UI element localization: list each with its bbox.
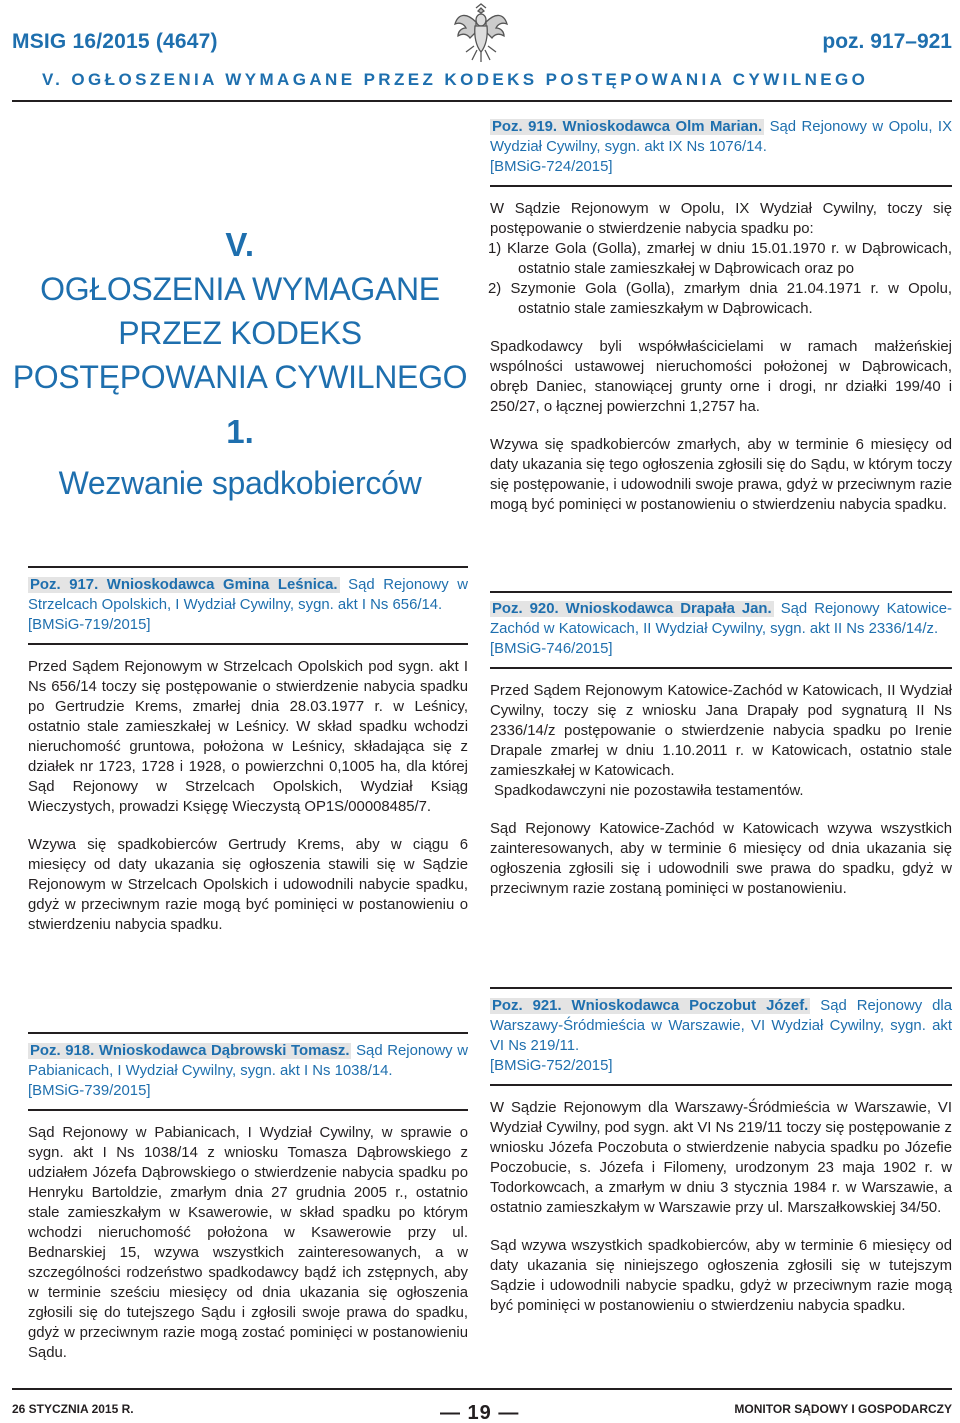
rule-918	[28, 1032, 468, 1034]
notice-919	[490, 117, 952, 515]
notice-919-ref: [BMSiG-724/2015]	[490, 159, 613, 175]
notice-920-head: Poz. 920. Wnioskodawca Drapała Jan.	[492, 601, 772, 617]
notice-921-body1: W Sądzie Rejonowym dla Warszawy-Śródmieścia w Warszawie, VI Wydział Cywilny, pod sygn. akt VI Ns 219/11 toczy się postępowanie z wniosku Józefa Poczobuta o stwierdzenie nabycia spadku po Józefie Poczobucie, s. Józefa i Filomeny, urodzonym 23 maja 1902 r. w Todorkowcach, a zmarłym w dniu 3 stycznia 1984 r. w Warszawie, a ostatnio zamieszkałym w Warszawie przy ul. Marszałkowskiej 34/50.	[490, 1100, 952, 1216]
eagle-emblem-icon	[452, 2, 510, 66]
notice-919-body1: Spadkodawcy byli współwłaścicielami w ramach małżeńskiej wspólności ustawowej nieruchomości położonej w Dąbrowicach, obręb Daniec, stanowiącej grunty orne i drogi, nr działki 199/40 i 250/27, o łącznej powierzchni 1,2757 ha.	[490, 339, 952, 415]
rule-920	[490, 591, 952, 593]
notice-919-item2: 2) Szymonie Gola (Golla), zmarłym dnia 21.04.1971 r. w Opolu, ostatnio stale zamieszkałym w Dąbrowicach.	[488, 281, 952, 317]
notice-917-body2: Wzywa się spadkobierców Gertrudy Krems, aby w ciągu 6 miesięcy od daty ukazania się ogłoszenia stawili się w Sądzie Rejonowym w Strzelcach Opolskich i udowodnili nabycie spadku, gdyż w przeciwnym razie mogą być pominięci w postanowieniu o stwierdzeniu nabycia spadku.	[28, 837, 468, 933]
rule-917	[28, 566, 468, 568]
rule-920-body	[490, 667, 952, 669]
notice-917-court: Sąd Rejonowy w Strzelcach Opolskich, I Wydział Cywilny, sygn. akt I Ns 656/14.	[28, 577, 468, 613]
notice-918-ref: [BMSiG-739/2015]	[28, 1083, 151, 1099]
notice-920-ref: [BMSiG-746/2015]	[490, 641, 613, 657]
section-header: V. OGŁOSZENIA WYMAGANE PRZEZ KODEKS POSTĘPOWANIA CYWILNEGO	[42, 70, 869, 89]
notice-917-ref: [BMSiG-719/2015]	[28, 617, 151, 633]
footer-publication: MONITOR SĄDOWY I GOSPODARCZY	[734, 1402, 952, 1416]
notice-918-court: Sąd Rejonowy w Pabianicach, I Wydział Cywilny, sygn. akt I Ns 1038/14.	[28, 1043, 469, 1079]
notice-920-court: Sąd Rejonowy Katowice-Zachód w Katowicach, II Wydział Cywilny, sygn. akt II Ns 2336/14/z.	[490, 601, 952, 637]
journal-issue: MSIG 16/2015 (4647)	[12, 30, 218, 53]
rule-918-body	[28, 1109, 468, 1111]
notice-919-body2: Wzywa się spadkobierców zmarłych, aby w terminie 6 miesięcy od daty ukazania się tego ogłoszenia zgłosili się do Sądu, w którym toczy się postępowanie, i udowodnili swoje prawa, gdyż w przeciwnym razie mogą być pominięci w postanowieniu o stwierdzeniu nabycia spadku.	[490, 437, 952, 513]
page-number: — 19 —	[440, 1402, 520, 1423]
footer-rule	[12, 1388, 952, 1390]
notice-918-body1: Sąd Rejonowy w Pabianicach, I Wydział Cywilny, w sprawie o sygn. akt I Ns 1038/14 z wniosku Tomasza Dąbrowskiego z udziałem Józefa Dąbrowskiego o stwierdzenie nabycia spadku po Henryku Bartoldzie, zmarłym dnia 27 grudnia 2005 r., ostatnio stale zamieszkałym w Ksawerowie, w skład spadku po którym wchodzi nieruchomość położona w Ksawerowie przy ul. Bednarskiej 15, wzywa wszystkich zainteresowanych, a w szczególności rodzeństwo spadkodawcy bądź ich zstępnych, aby w terminie sześciu miesięcy od dnia ukazania się ogłoszenia zgłosili się do tutejszego Sądu i zgłosili swoje prawa do spadku, gdyż w przeciwnym razie mogą zostać pominięci w postanowieniu Sądu.	[28, 1125, 468, 1361]
position-range: poz. 917–921	[822, 30, 952, 53]
notice-918	[28, 1041, 468, 1363]
notice-920-body2: Sąd Rejonowy Katowice-Zachód w Katowicach wzywa wszystkich zainteresowanych, aby w terminie 6 miesięcy od dnia ukazania się ogłoszenia zgłosili się i udowodnili swe prawa do spadku, gdyż w przeciwnym razie zostaną pominięci w postanowieniu.	[490, 821, 952, 897]
subsection-title: Wezwanie spadkobierców	[58, 465, 422, 501]
notice-919-item1: 1) Klarze Gola (Golla), zmarłej w dniu 15.01.1970 r. w Dąbrowicach, ostatnio stale zamieszkałej w Dąbrowicach oraz po	[488, 241, 952, 277]
notice-917-head: Poz. 917. Wnioskodawca Gmina Leśnica.	[30, 577, 338, 593]
notice-919-court: Sąd Rejonowy w Opolu, IX Wydział Cywilny, sygn. akt IX Ns 1076/14.	[490, 119, 953, 155]
section-roman: V.	[225, 226, 255, 263]
section-title-line3: POSTĘPOWANIA CYWILNEGO	[12, 359, 468, 395]
rule-921-body	[490, 1084, 952, 1086]
subsection-number: 1.	[226, 413, 254, 450]
notice-921-body2: Sąd wzywa wszystkich spadkobierców, aby w terminie 6 miesięcy od daty ukazania się niniejszego ogłoszenia zgłosili się w tutejszym Sądzie i udowodnili nabycie spadku, gdyż w przeciwnym razie mogą być pominięci w postanowieniu o stwierdzeniu nabycia spadku.	[490, 1238, 952, 1314]
header-rule	[12, 100, 952, 102]
notice-921-head: Poz. 921. Wnioskodawca Poczobut Józef.	[492, 998, 809, 1014]
section-title-line2: PRZEZ KODEKS	[118, 315, 362, 351]
rule-917-body	[28, 643, 468, 645]
notice-920	[490, 599, 952, 899]
rule-919-body	[490, 185, 952, 187]
notice-921-court: Sąd Rejonowy dla Warszawy-Śródmieścia w Warszawie, VI Wydział Cywilny, sygn. akt VI Ns 219/11.	[490, 998, 952, 1054]
notice-921	[490, 996, 952, 1316]
notice-921-ref: [BMSiG-752/2015]	[490, 1058, 613, 1074]
notice-920-body1b: Spadkodawczyni nie pozostawiła testamentów.	[494, 783, 804, 799]
rule-921	[490, 987, 952, 989]
notice-917-body1: Przed Sądem Rejonowym w Strzelcach Opolskich pod sygn. akt I Ns 656/14 toczy się postępowanie o stwierdzenie nabycia spadku po Gertrudzie Krems, zmarłej dnia 28.03.1977 r. w Leśnicy, ostatnio stale zamieszkałej w Leśnicy. W skład spadku wchodzi nieruchomość gruntowa, położona w Leśnicy, składająca się z działek nr 1723, 1728 i 1928, o powierzchni 0,1005 ha, dla której Sąd Rejonowy w Strzelcach Opolskich, Wydział Ksiąg Wieczystych, prowadzi Księgę Wieczystą OP1S/00008485/7.	[28, 659, 468, 815]
notice-917	[28, 575, 468, 935]
footer-date: 26 STYCZNIA 2015 R.	[12, 1402, 134, 1416]
notice-920-body1: Przed Sądem Rejonowym Katowice-Zachód w Katowicach, II Wydział Cywilny, toczy się z wniosku Jana Drapały pod sygnaturą II Ns 2336/14/z postępowanie o stwierdzenie nabycia spadku po Irenie Drapale zmarłej w dniu 1.10.2011 r. w Katowicach, ostatnio stale zamieszkałej w Katowicach.	[490, 683, 952, 779]
notice-919-head: Poz. 919. Wnioskodawca Olm Marian.	[492, 119, 763, 135]
notice-919-intro: W Sądzie Rejonowym w Opolu, IX Wydział Cywilny, toczy się postępowanie o stwierdzenie nabycia spadku po:	[490, 201, 952, 237]
notice-918-head: Poz. 918. Wnioskodawca Dąbrowski Tomasz.	[30, 1043, 350, 1059]
section-title	[0, 222, 480, 505]
section-title-line1: OGŁOSZENIA WYMAGANE	[40, 271, 440, 307]
